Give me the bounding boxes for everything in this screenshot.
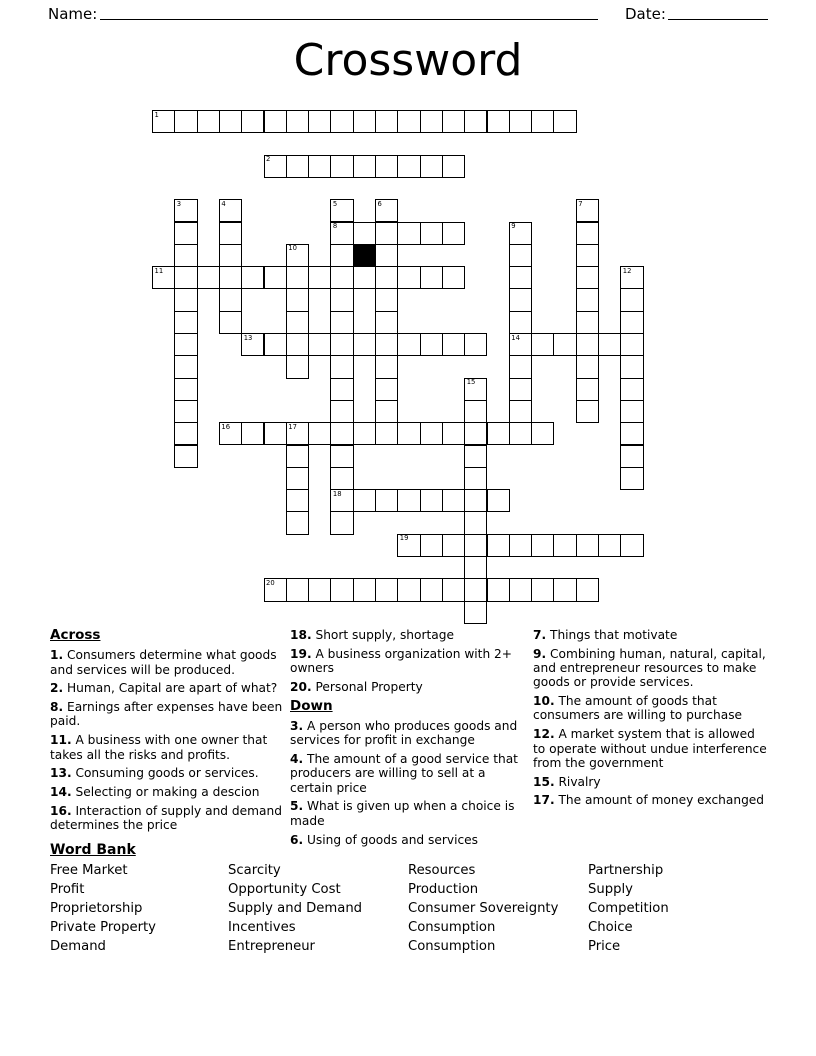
word-bank-item: Resources xyxy=(408,863,476,878)
clue-number: 5. xyxy=(290,799,304,814)
grid-cell[interactable] xyxy=(397,534,420,557)
clue-item: 7. Things that motivate xyxy=(533,628,678,642)
grid-cell[interactable] xyxy=(464,511,487,534)
grid-cell[interactable] xyxy=(509,311,532,334)
grid-cell[interactable] xyxy=(576,222,599,245)
grid-cell[interactable] xyxy=(553,578,576,601)
grid-cell[interactable] xyxy=(174,199,197,222)
word-bank-item: Entrepreneur xyxy=(228,939,315,954)
grid-cell[interactable] xyxy=(375,422,398,445)
clue-number: 8. xyxy=(50,700,64,715)
grid-cell[interactable] xyxy=(174,445,197,468)
grid-cell[interactable] xyxy=(397,266,420,289)
grid-cell[interactable] xyxy=(219,110,242,133)
grid-cell[interactable] xyxy=(420,155,443,178)
grid-cell[interactable] xyxy=(264,422,287,445)
grid-cell[interactable] xyxy=(308,578,331,601)
cell-number: 13 xyxy=(243,333,253,342)
word-bank-item: Price xyxy=(588,939,621,954)
word-bank-header: Word Bank xyxy=(50,842,136,858)
word-bank-item: Incentives xyxy=(228,920,296,935)
word-bank-item: Consumer Sovereignty xyxy=(408,901,559,916)
grid-cell[interactable] xyxy=(576,199,599,222)
grid-cell[interactable] xyxy=(464,467,487,490)
grid-cell[interactable] xyxy=(264,266,287,289)
grid-cell[interactable] xyxy=(330,266,353,289)
clue-item: 9. Combining human, natural, capital, and entrepreneur resources to make goods or provide services. xyxy=(533,646,766,690)
cell-number: 8 xyxy=(332,222,338,230)
grid-cell[interactable] xyxy=(353,155,376,178)
clue-item: 17. The amount of money exchanged xyxy=(533,793,765,808)
grid-cell[interactable] xyxy=(620,534,643,557)
grid-cell[interactable] xyxy=(553,333,576,356)
grid-cell[interactable] xyxy=(442,266,465,289)
cell-number: 5 xyxy=(332,199,338,208)
grid-cell[interactable] xyxy=(397,155,420,178)
cell-number: 3 xyxy=(176,199,182,208)
word-bank-item: Private Property xyxy=(50,920,156,935)
cell-number: 2 xyxy=(266,155,271,164)
clue-item: 6. Using of goods and services xyxy=(290,832,479,847)
grid-cell[interactable] xyxy=(174,244,197,267)
grid-cell[interactable] xyxy=(509,422,532,445)
cell-number: 19 xyxy=(399,534,409,543)
grid-cell[interactable] xyxy=(219,311,242,334)
grid-cell[interactable] xyxy=(353,333,376,356)
grid-cell[interactable] xyxy=(264,333,287,356)
grid-cell[interactable] xyxy=(598,534,621,557)
grid-cell[interactable] xyxy=(286,511,309,534)
grid-cell[interactable] xyxy=(353,222,376,245)
grid-cell[interactable] xyxy=(487,110,510,133)
grid-cell[interactable] xyxy=(464,601,487,624)
grid-cell[interactable] xyxy=(442,155,465,178)
grid-cell[interactable] xyxy=(152,110,175,133)
grid-cell[interactable] xyxy=(487,422,510,445)
grid-cell[interactable] xyxy=(330,333,353,356)
grid-cell[interactable] xyxy=(375,489,398,512)
grid-cell[interactable] xyxy=(330,244,353,267)
grid-cell[interactable] xyxy=(620,422,643,445)
grid-cell[interactable] xyxy=(174,355,197,378)
cell-number: 12 xyxy=(622,266,632,275)
grid-cell[interactable] xyxy=(487,534,510,557)
grid-cell[interactable] xyxy=(264,110,287,133)
cell-number: 10 xyxy=(288,244,297,253)
grid-cell[interactable] xyxy=(330,222,353,245)
clue-number: 16. xyxy=(50,803,72,818)
grid-cell[interactable] xyxy=(397,422,420,445)
grid-cell[interactable] xyxy=(375,266,398,289)
grid-cell[interactable] xyxy=(576,244,599,267)
grid-cell[interactable] xyxy=(420,222,443,245)
grid-cell[interactable] xyxy=(464,445,487,468)
clue-item: 1. Consumers determine what goods and services will be produced. xyxy=(50,648,277,677)
grid-cell[interactable] xyxy=(353,489,376,512)
grid-cell[interactable] xyxy=(397,578,420,601)
clue-number: 13. xyxy=(50,766,72,781)
grid-cell[interactable] xyxy=(576,400,599,423)
clue-number: 4. xyxy=(290,752,304,767)
grid-cell[interactable] xyxy=(174,333,197,356)
grid-cell[interactable] xyxy=(241,333,264,356)
date-label: Date: xyxy=(625,5,666,23)
grid-cell[interactable] xyxy=(442,110,465,133)
clue-item: 20. Personal Property xyxy=(290,679,423,694)
grid-cell[interactable] xyxy=(620,400,643,423)
grid-cell[interactable] xyxy=(174,311,197,334)
clue-item: 10. The amount of goods that consumers are willing to purchase xyxy=(533,694,743,723)
grid-cell[interactable] xyxy=(375,155,398,178)
cell-number: 11 xyxy=(154,266,164,275)
clue-number: 12. xyxy=(533,727,555,742)
grid-cell[interactable] xyxy=(420,333,443,356)
grid-cell[interactable] xyxy=(286,467,309,490)
down-header: Down xyxy=(290,697,333,714)
grid-cell[interactable] xyxy=(420,266,443,289)
clue-number: 18. xyxy=(290,628,312,642)
grid-cell[interactable] xyxy=(286,422,309,445)
grid-cell[interactable] xyxy=(509,400,532,423)
grid-cell[interactable] xyxy=(598,333,621,356)
word-bank-item: Partnership xyxy=(588,863,664,878)
grid-cell[interactable] xyxy=(531,578,554,601)
word-bank-item: Consumption xyxy=(408,939,496,954)
word-bank-item: Proprietorship xyxy=(50,901,143,916)
cell-number: 9 xyxy=(511,222,516,230)
grid-cell[interactable] xyxy=(420,422,443,445)
grid-cell[interactable] xyxy=(464,400,487,423)
grid-cell[interactable] xyxy=(330,467,353,490)
grid-cell[interactable] xyxy=(464,422,487,445)
grid-cell[interactable] xyxy=(330,311,353,334)
grid-cell[interactable] xyxy=(197,266,220,289)
clues-column-1 xyxy=(50,628,283,837)
grid-cell[interactable] xyxy=(219,266,242,289)
grid-cell[interactable] xyxy=(286,578,309,601)
grid-cell[interactable] xyxy=(442,534,465,557)
grid-cell[interactable] xyxy=(241,422,264,445)
word-bank-item: Opportunity Cost xyxy=(228,882,341,897)
grid-cell[interactable] xyxy=(397,333,420,356)
clue-number: 20. xyxy=(290,679,312,694)
word-bank-column xyxy=(408,861,588,956)
word-bank-item: Demand xyxy=(50,939,106,954)
grid-cell[interactable] xyxy=(442,333,465,356)
word-bank-column xyxy=(50,861,228,956)
grid-cell[interactable] xyxy=(330,155,353,178)
grid-cell[interactable] xyxy=(264,155,287,178)
grid-cell[interactable] xyxy=(174,110,197,133)
grid-cell[interactable] xyxy=(509,333,532,356)
grid-cell[interactable] xyxy=(487,578,510,601)
page-title: Crossword xyxy=(293,35,523,86)
clue-item: 19. A business organization with 2+ owners xyxy=(290,646,513,676)
word-bank-item: Choice xyxy=(588,920,633,935)
grid-cell[interactable] xyxy=(509,288,532,311)
grid-cell[interactable] xyxy=(487,489,510,512)
grid-cell[interactable] xyxy=(308,110,331,133)
grid-cell[interactable] xyxy=(464,333,487,356)
word-bank-item: Supply and Demand xyxy=(228,901,363,916)
grid-cell[interactable] xyxy=(375,311,398,334)
grid-cell[interactable] xyxy=(375,333,398,356)
grid-cell[interactable] xyxy=(286,445,309,468)
grid-cell[interactable] xyxy=(442,222,465,245)
grid-cell[interactable] xyxy=(620,288,643,311)
word-bank-item: Scarcity xyxy=(228,863,281,878)
grid-cell[interactable] xyxy=(509,355,532,378)
grid-cell[interactable] xyxy=(509,110,532,133)
clue-number: 1. xyxy=(50,648,64,663)
clue-number: 2. xyxy=(50,681,64,696)
grid-cell[interactable] xyxy=(286,311,309,334)
cell-number: 18 xyxy=(332,489,342,498)
grid-cell[interactable] xyxy=(531,110,554,133)
grid-cell[interactable] xyxy=(442,489,465,512)
word-bank-item: Supply xyxy=(588,882,633,897)
grid-cell[interactable] xyxy=(197,110,220,133)
grid-cell[interactable] xyxy=(397,489,420,512)
clue-number: 9. xyxy=(533,646,547,661)
clue-item: 8. Earnings after expenses have been paid. xyxy=(50,700,283,729)
clue-number: 19. xyxy=(290,646,312,661)
grid-cell[interactable] xyxy=(174,266,197,289)
grid-cell[interactable] xyxy=(442,578,465,601)
grid-cell[interactable] xyxy=(375,199,398,222)
grid-cell[interactable] xyxy=(576,534,599,557)
word-bank xyxy=(50,861,770,956)
grid-cell[interactable] xyxy=(509,534,532,557)
grid-cell[interactable] xyxy=(286,333,309,356)
cell-number: 17 xyxy=(288,422,297,431)
grid-cell[interactable] xyxy=(330,511,353,534)
grid-cell[interactable] xyxy=(330,355,353,378)
grid-cell[interactable] xyxy=(420,578,443,601)
grid-cell[interactable] xyxy=(576,378,599,401)
clue-item: 12. A market system that is allowed to operate without undue interference from the government xyxy=(533,727,767,770)
grid-cell[interactable] xyxy=(620,467,643,490)
grid-cell[interactable] xyxy=(330,445,353,468)
grid-cell[interactable] xyxy=(286,288,309,311)
clue-number: 15. xyxy=(533,774,555,789)
grid-cell[interactable] xyxy=(174,378,197,401)
grid-cell[interactable] xyxy=(174,288,197,311)
grid-cell[interactable] xyxy=(620,355,643,378)
grid-cell[interactable] xyxy=(620,266,643,289)
cell-number: 16 xyxy=(221,422,231,431)
crossword-grid xyxy=(152,110,644,624)
name-label: Name: xyxy=(48,5,98,23)
clue-number: 7. xyxy=(533,628,547,642)
grid-cell[interactable] xyxy=(219,288,242,311)
grid-cell[interactable] xyxy=(152,266,175,289)
cell-number: 4 xyxy=(221,199,226,208)
clue-number: 3. xyxy=(290,718,304,733)
clue-number: 11. xyxy=(50,733,72,748)
grid-cell[interactable] xyxy=(576,266,599,289)
grid-cell[interactable] xyxy=(375,288,398,311)
clue-item: 2. Human, Capital are apart of what? xyxy=(50,681,278,696)
grid-cell[interactable] xyxy=(375,400,398,423)
grid-cell[interactable] xyxy=(286,244,309,267)
clue-number: 10. xyxy=(533,694,555,709)
grid-cell[interactable] xyxy=(375,355,398,378)
grid-cell[interactable] xyxy=(174,222,197,245)
across-header: Across xyxy=(50,627,101,643)
word-bank-column xyxy=(228,861,408,956)
grid-cell[interactable] xyxy=(330,199,353,222)
grid-cell[interactable] xyxy=(375,244,398,267)
grid-cell[interactable] xyxy=(219,222,242,245)
clue-item: 4. The amount of a good service that producers are willing to sell at a certain price xyxy=(290,752,518,795)
grid-cell[interactable] xyxy=(397,222,420,245)
grid-cell[interactable] xyxy=(264,578,287,601)
grid-cell[interactable] xyxy=(620,333,643,356)
clue-item: 5. What is given up when a choice is made xyxy=(290,799,515,828)
word-bank-item: Consumption xyxy=(408,920,496,935)
grid-cell[interactable] xyxy=(553,534,576,557)
grid-cell[interactable] xyxy=(509,266,532,289)
grid-cell[interactable] xyxy=(576,311,599,334)
word-bank-column xyxy=(588,861,768,956)
grid-cell[interactable] xyxy=(509,222,532,245)
clue-item: 13. Consuming goods or services. xyxy=(50,766,259,781)
grid-cell[interactable] xyxy=(464,556,487,579)
grid-cell[interactable] xyxy=(353,578,376,601)
grid-cell[interactable] xyxy=(330,110,353,133)
grid-cell[interactable] xyxy=(509,378,532,401)
clues-column-2 xyxy=(290,628,530,851)
grid-cell[interactable] xyxy=(420,534,443,557)
word-bank-item: Competition xyxy=(588,901,669,916)
grid-cell[interactable] xyxy=(286,155,309,178)
grid-cell[interactable] xyxy=(464,489,487,512)
clue-number: 14. xyxy=(50,785,72,800)
grid-cell[interactable] xyxy=(330,578,353,601)
grid-cell[interactable] xyxy=(509,244,532,267)
cell-number: 7 xyxy=(578,199,583,208)
grid-cell[interactable] xyxy=(330,489,353,512)
grid-cell[interactable] xyxy=(219,244,242,267)
grid-cell[interactable] xyxy=(330,400,353,423)
clue-item: 14. Selecting or making a descion xyxy=(50,785,260,800)
grid-cell[interactable] xyxy=(576,578,599,601)
grid-cell[interactable] xyxy=(353,422,376,445)
grid-cell[interactable] xyxy=(464,110,487,133)
grid-cell[interactable] xyxy=(420,110,443,133)
grid-cell[interactable] xyxy=(308,333,331,356)
cell-number: 14 xyxy=(511,333,520,342)
grid-cell[interactable] xyxy=(353,266,376,289)
grid-cell[interactable] xyxy=(330,378,353,401)
clue-item: 16. Interaction of supply and demand determines the price xyxy=(50,803,282,833)
grid-cell[interactable] xyxy=(308,422,331,445)
grid-cell[interactable] xyxy=(553,110,576,133)
grid-cell[interactable] xyxy=(576,288,599,311)
grid-cell[interactable] xyxy=(375,222,398,245)
grid-cell[interactable] xyxy=(531,333,554,356)
grid-cell[interactable] xyxy=(308,266,331,289)
date-line xyxy=(668,2,768,20)
grid-cell[interactable] xyxy=(375,110,398,133)
grid-cell[interactable] xyxy=(353,110,376,133)
grid-cell[interactable] xyxy=(509,578,532,601)
grid-cell[interactable] xyxy=(375,578,398,601)
grid-cell[interactable] xyxy=(286,110,309,133)
clue-number: 6. xyxy=(290,832,304,847)
grid-cell[interactable] xyxy=(286,355,309,378)
clue-item: 3. A person who produces goods and services for profit in exchange xyxy=(290,718,518,748)
grid-cell[interactable] xyxy=(241,266,264,289)
grid-cell[interactable] xyxy=(219,199,242,222)
clue-item: 11. A business with one owner that takes all the risks and profits. xyxy=(50,733,268,762)
black-cell xyxy=(353,244,376,267)
cell-number: 20 xyxy=(266,578,275,587)
grid-cell[interactable] xyxy=(531,534,554,557)
grid-cell[interactable] xyxy=(375,378,398,401)
word-bank-item: Free Market xyxy=(50,863,128,878)
clue-item: 18. Short supply, shortage xyxy=(290,628,454,642)
grid-cell[interactable] xyxy=(620,311,643,334)
grid-cell[interactable] xyxy=(576,333,599,356)
grid-cell[interactable] xyxy=(219,422,242,445)
grid-cell[interactable] xyxy=(241,110,264,133)
grid-cell[interactable] xyxy=(442,422,465,445)
cell-number: 6 xyxy=(377,199,382,208)
grid-cell[interactable] xyxy=(576,355,599,378)
grid-cell[interactable] xyxy=(308,155,331,178)
grid-cell[interactable] xyxy=(174,400,197,423)
clues-column-3 xyxy=(533,628,770,812)
grid-cell[interactable] xyxy=(286,489,309,512)
word-bank-item: Production xyxy=(408,882,479,897)
cell-number: 15 xyxy=(466,378,476,387)
clue-number: 17. xyxy=(533,793,555,808)
grid-cell[interactable] xyxy=(420,489,443,512)
word-bank-item: Profit xyxy=(50,882,85,897)
grid-cell[interactable] xyxy=(330,288,353,311)
grid-cell[interactable] xyxy=(397,110,420,133)
grid-cell[interactable] xyxy=(286,266,309,289)
cell-number: 1 xyxy=(154,110,159,119)
grid-cell[interactable] xyxy=(464,578,487,601)
grid-cell[interactable] xyxy=(531,422,554,445)
name-line xyxy=(100,2,598,20)
grid-cell[interactable] xyxy=(330,422,353,445)
clue-item: 15. Rivalry xyxy=(533,774,601,789)
grid-cell[interactable] xyxy=(620,378,643,401)
grid-cell[interactable] xyxy=(620,445,643,468)
grid-cell[interactable] xyxy=(174,422,197,445)
grid-cell[interactable] xyxy=(464,534,487,557)
grid-cell[interactable] xyxy=(464,378,487,401)
